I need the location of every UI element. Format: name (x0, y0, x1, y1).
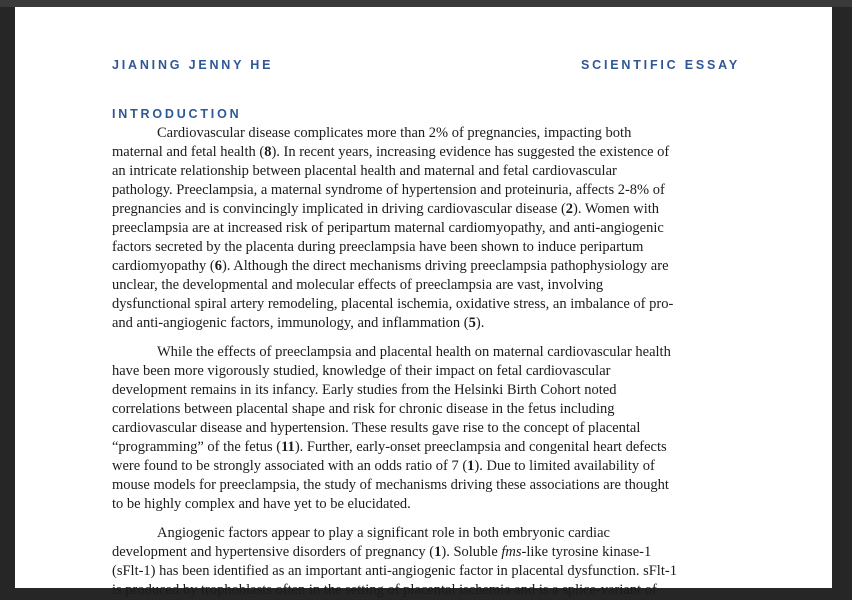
paragraph (112, 124, 740, 333)
text-line: development and hypertensive disorders of pregnancy (1). Soluble fms-like tyrosine kinase-1 (112, 544, 652, 560)
reference-number: 8 (264, 144, 272, 160)
paragraph (112, 343, 740, 514)
reference-number: 2 (565, 201, 574, 217)
text-line: maternal and fetal health (8). In recent years, increasing evidence has suggested the existence of (112, 144, 670, 160)
text-line: cardiomyopathy (6). Although the direct mechanisms driving preeclampsia pathophysiology are (112, 258, 669, 274)
text-line: factors secreted by the placenta during preeclampsia have been shown to induce peripartum (112, 239, 644, 255)
reference-number: 6 (214, 258, 222, 274)
paragraph (112, 524, 740, 600)
text-line: “programming” of the fetus (11). Further, early-onset preeclampsia and congenital heart defects (112, 439, 667, 455)
reference-number: 1 (467, 458, 475, 474)
viewer-top-bar (0, 0, 852, 7)
author-name: JIANING JENNY HE (112, 58, 274, 72)
text-line: development remains in its infancy. Early studies from the Helsinki Birth Cohort noted (112, 382, 617, 398)
text-line: pregnancies and is convincingly implicated in driving cardiovascular disease (2). Women with (112, 201, 660, 217)
reference-number: 1 (434, 544, 442, 560)
text-line: (sFlt-1) has been identified as an important anti-angiogenic factor in placental dysfunction. sFlt-1 (112, 563, 677, 579)
text-line: were found to be strongly associated with an odds ratio of 7 (1). Due to limited availability of (112, 458, 655, 474)
text-line: correlations between placental shape and risk for chronic disease in the fetus including (112, 401, 615, 417)
italic-term: fms (501, 544, 522, 560)
document-body (112, 124, 740, 600)
text-line: mouse models for preeclampsia, the study of mechanisms driving these associations are thought (112, 477, 669, 493)
text-line: pathology. Preeclampsia, a maternal syndrome of hypertension and proteinuria, affects 2-8% of (112, 182, 665, 198)
text-line: preeclampsia are at increased risk of peripartum maternal cardiomyopathy, and anti-angiogenic (112, 220, 664, 236)
document-page (15, 7, 832, 598)
reference-number: 5 (468, 315, 476, 331)
text-line: Cardiovascular disease complicates more than 2% of pregnancies, impacting both (157, 125, 632, 141)
text-line: cardiovascular disease and hypertension. These results gave rise to the concept of placental (112, 420, 641, 436)
text-line: While the effects of preeclampsia and placental health on maternal cardiovascular health (157, 344, 671, 360)
text-line: Angiogenic factors appear to play a significant role in both embryonic cardiac (157, 525, 610, 541)
text-line: and anti-angiogenic factors, immunology, and inflammation (5). (112, 315, 485, 331)
text-line: have been more vigorously studied, knowledge of their impact on fetal cardiovascular (112, 363, 611, 379)
text-line: dysfunctional spiral artery remodeling, placental ischemia, oxidative stress, an imbalance of pro- (112, 296, 674, 312)
text-line: an intricate relationship between placental health and maternal and fetal cardiovascular (112, 163, 617, 179)
text-line: to be highly complex and have yet to be elucidated. (112, 496, 411, 512)
text-line: is produced by trophoblasts often in the setting of placental ischemia and is a splice-variant of (112, 582, 657, 598)
section-title: INTRODUCTION (112, 107, 242, 121)
text-line: unclear, the developmental and molecular effects of preeclampsia are vast, involving (112, 277, 604, 293)
reference-number: 11 (281, 439, 295, 455)
document-type-label: SCIENTIFIC ESSAY (581, 58, 740, 72)
document-header (112, 57, 740, 73)
